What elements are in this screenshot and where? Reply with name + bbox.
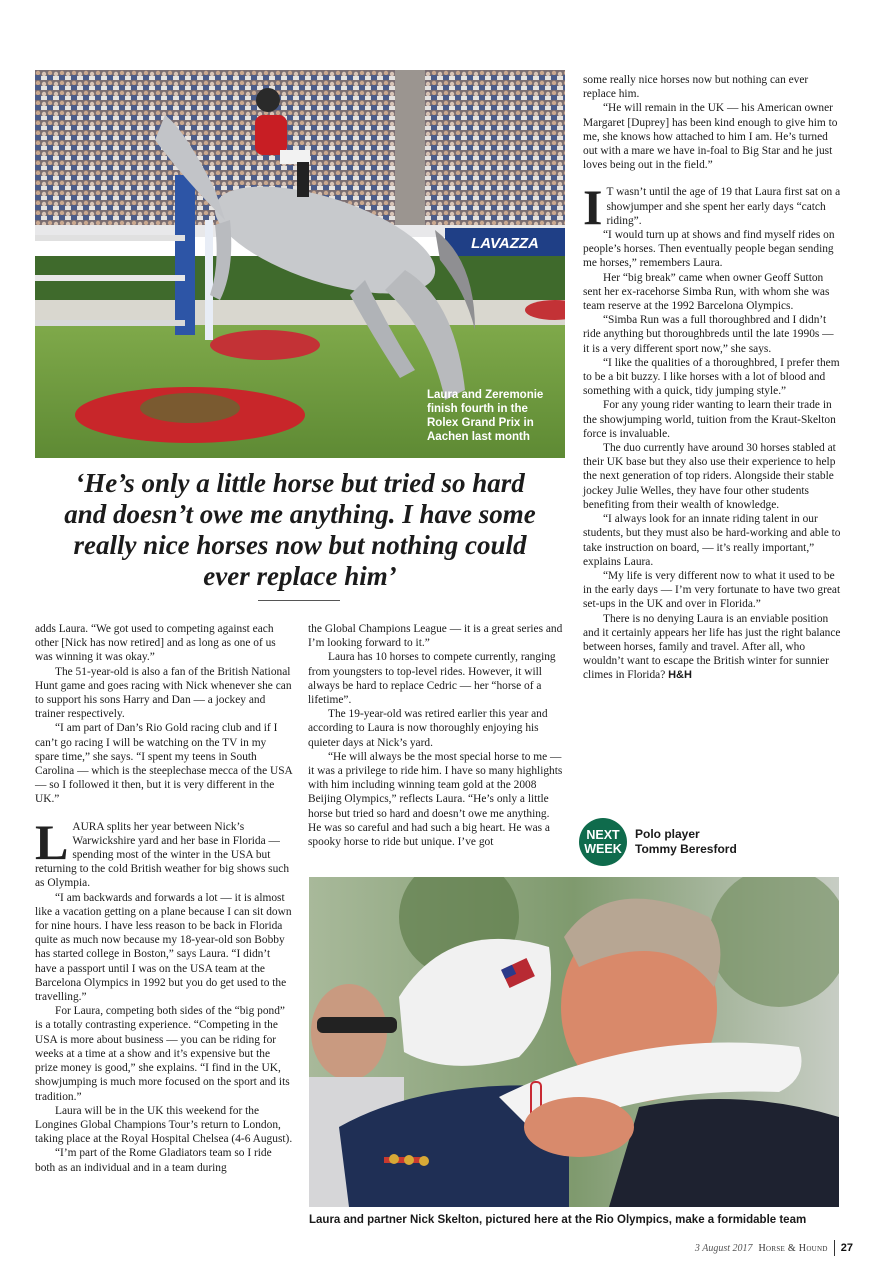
- drop-cap: I: [583, 179, 603, 236]
- paragraph: “Simba Run was a full thoroughbred and I didn’t ride anything but thoroughbreds until the late 1990s — it is a very different sport now,” she says.: [583, 314, 834, 355]
- article-column-2: [308, 622, 564, 849]
- divider-rule: [258, 600, 340, 601]
- paragraph: “I like the qualities of a thoroughbred, I prefer them to be a bit buzzy. I like horses with a lot of blood and something with a quick, tidy jumping style.”: [583, 356, 840, 398]
- next-week-info: [635, 827, 737, 857]
- article-column-1: [35, 622, 293, 1175]
- footer-divider: [834, 1240, 835, 1256]
- next-week-line2: Tommy Beresford: [635, 842, 737, 856]
- paragraph: “He will always be the most special horse to me — it was a privilege to ride him. I have so many highlights with him including winning team gold at the 2008 Beijing Olympics,” reflects Laura. “He’s only a little horse but tried so hard and doesn’t owe me anything. He was so careful and had such a big heart. He was a spooky horse to ride but unique. I’ve got: [308, 750, 563, 849]
- paragraph: Laura has 10 horses to compete currently, ranging from youngsters to top-level rides. However, it will always be hard to replace Cedric — her “horse of a lifetime”.: [308, 651, 556, 707]
- paragraph-final: [583, 612, 841, 683]
- signoff: H&H: [668, 669, 692, 682]
- issue-date: 3 August 2017: [694, 1242, 753, 1254]
- article-column-3: [583, 73, 841, 683]
- next-week-line1: Polo player: [635, 827, 700, 841]
- bottom-photo: [309, 877, 839, 1207]
- bottom-photo-caption: Laura and partner Nick Skelton, pictured here at the Rio Olympics, make a formidable team: [309, 1214, 807, 1226]
- paragraph: some really nice horses now but nothing can ever replace him.: [583, 74, 809, 101]
- paragraph: “I’m part of the Rome Gladiators team so I ride both as an individual and in a team during: [35, 1147, 272, 1174]
- paragraph: Laura will be in the UK this weekend for the Longines Global Champions Tour’s return to London, taking place at the Royal Hospital Chelsea (4-6 August).: [35, 1104, 293, 1146]
- top-photo: [35, 70, 565, 458]
- page-footer: [695, 1240, 853, 1256]
- page-number: 27: [840, 1242, 853, 1254]
- next-week-badge-line1: NEXT: [586, 828, 620, 842]
- paragraph: The duo currently have around 30 horses stabled at their UK base but they also use their experience to help the next generation of top riders. Alongside their stable jockey Julie Welles, they have four other students benefiting from their wealth of knowledge.: [583, 442, 836, 511]
- paragraph: “I always look for an innate riding talent in our students, but they must also be hard-working and able to take instruction on board, — it’s really important,” explains Laura.: [583, 513, 841, 568]
- paragraph: “I am backwards and forwards a lot — it is almost like a vacation getting on a plane because I can sit down for nine hours. I have less reason to be back in Florida quite as much now because my 18-year-old son Bobby has started college in Boston,” says Laura. “I didn’t have a passport until I was on the USA team at the Barcelona Olympics in 1992 but you do get used to the travelling.”: [35, 891, 292, 1004]
- paragraph: For Laura, competing both sides of the “big pond” is a totally contrasting experience. “Competing in the USA is more about business — you can be riding for weeks at a time at a show and it’s expensive but the prize money is good,” she explains. “I find in the UK, showjumping is much more focused on the sport and its tradition.”: [35, 1005, 290, 1103]
- magazine-name: Horse & Hound: [758, 1242, 828, 1254]
- paragraph: the Global Champions League — it is a great series and I’m looking forward to it.”: [308, 623, 563, 650]
- paragraph: “He will remain in the UK — his American owner Margaret [Duprey] has been kind enough to give him to me, she knows how attached to him I am. He’s turned out with a mare we have in-foal to Big Star and he just loves being out in the field.”: [583, 102, 838, 172]
- banner-text: LAVAZZA: [471, 235, 539, 252]
- top-photo-caption: Laura and Zeremonie finish fourth in the Rolex Grand Prix in Aachen last month: [427, 389, 544, 443]
- paragraph-text: T wasn’t until the age of 19 that Laura first sat on a showjumper and she spent her early days “catch riding”.: [606, 186, 841, 227]
- next-week-badge: [579, 818, 627, 866]
- paragraph: The 19-year-old was retired earlier this year and according to Laura is now thoroughly enjoying his quieter days at Nick’s yard.: [308, 708, 548, 749]
- paragraph-text: There is no denying Laura is an enviable position and it certainly appears her life has just the right balance between horses, family and travel. After all, who wouldn’t want to escape the British winter for sunnier climes in Florida?: [583, 612, 841, 682]
- hug-photo: [309, 877, 839, 1207]
- paragraph: adds Laura. “We got used to competing against each other [Nick has now retired] and as long as one of us was winning it was okay.”: [35, 623, 276, 664]
- paragraph: For any young rider wanting to learn their trade in the showjumping world, tuition from the Kraut-Skelton force is invaluable.: [583, 399, 836, 440]
- paragraph-text: AURA splits her year between Nick’s Warwickshire yard and her base in Florida — spending most of the winter in the USA but returning to the cold British weather for big shows such as Olympia.: [35, 820, 290, 890]
- paragraph: “My life is very different now to what it used to be in the early days — I’m very fortunate to have two great set-ups in the UK and over in Florida.”: [583, 569, 841, 611]
- paragraph: “I would turn up at shows and find myself rides on people’s horses. Then eventually people began sending me horses,” remembers Laura.: [583, 229, 835, 270]
- paragraph-dropcap: [583, 179, 841, 236]
- paragraph-dropcap: [35, 813, 293, 891]
- next-week-badge-line2: WEEK: [584, 842, 622, 856]
- paragraph: The 51-year-old is also a fan of the British National Hunt game and goes racing with Nick whenever she can to support his sons Harry and Dan — a jockey and trainer respectively.: [35, 665, 292, 721]
- paragraph: “I am part of Dan’s Rio Gold racing club and if I can’t go racing I will be watching on the TV in my spare time,” she says. “I spent my teens in South Carolina — which is the steeplechase mecca of the USA — so I followed it then, but it is very different in the UK.”: [35, 722, 293, 806]
- pull-quote: ‘He’s only a little horse but tried so hard and doesn’t owe me anything. I have some really nice horses now but nothing could ever replace him’: [64, 468, 536, 591]
- paragraph: Her “big break” came when owner Geoff Sutton sent her ex-racehorse Simba Run, with whom she was team reserve at the 1992 Barcelona Olympics.: [583, 271, 830, 313]
- drop-cap: L: [35, 813, 69, 870]
